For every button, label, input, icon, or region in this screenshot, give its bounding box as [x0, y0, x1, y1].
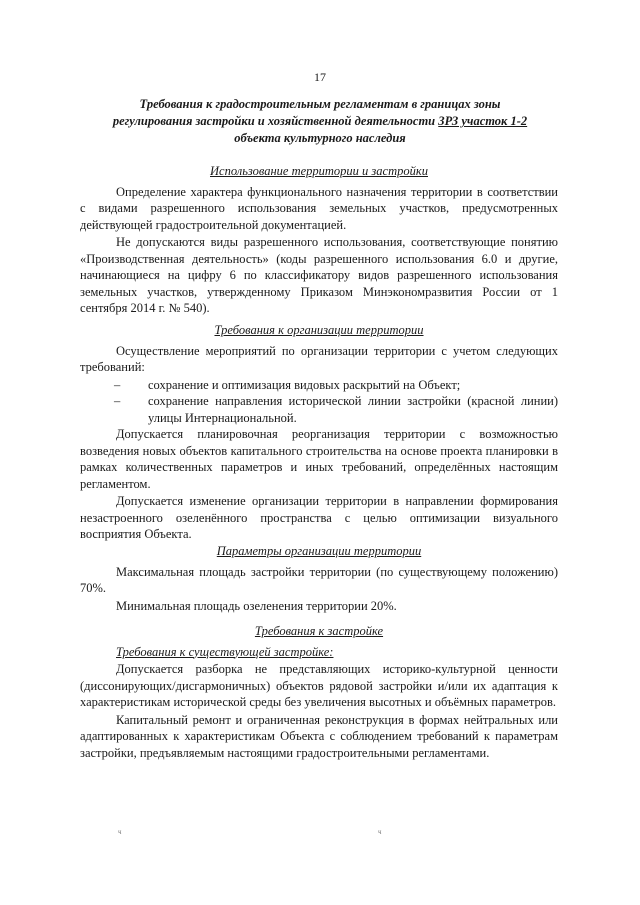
parameters-paragraph-2: Минимальная площадь озеленения территории 20%. — [116, 598, 397, 613]
subheading-existing-building: Требования к существующей застройке: — [116, 644, 334, 659]
section-usage — [80, 163, 558, 318]
bullet-text: сохранение и оптимизация видовых раскрытий на Объект; — [148, 377, 461, 392]
bullet-text: сохранение направления исторической линии застройки (красной линии) улицы Интернациональной. — [148, 394, 558, 425]
zone-code: ЗРЗ участок 1-2 — [438, 114, 528, 128]
title-line-2: регулирования застройки и хозяйственной деятельности ЗРЗ участок 1-2 — [112, 114, 528, 128]
building-paragraph-2: Капитальный ремонт и ограниченная реконструкция в формах нейтральных или адаптированных к характеристикам Объекта с соблюдением требований к параметрам застройки, предъявляемым настоящими градостроительными регламентами. — [80, 712, 558, 760]
document-title — [100, 96, 540, 147]
organization-paragraph-2: Допускается планировочная реорганизация территории с возможностью возведения новых объектов капитального строительства на основе проекта планировки в рамках количественных параметров и иных требований, определённых настоящим регламентом. — [80, 427, 558, 491]
section-organization — [80, 322, 558, 544]
section-heading-building: Требования к застройке — [254, 624, 384, 638]
title-line-1: Требования к градостроительным регламентам в границах зоны — [139, 97, 501, 111]
organization-paragraph-1: Осуществление мероприятий по организации территории с учетом следующих требований: — [80, 343, 558, 374]
usage-paragraph-1: Определение характера функционального назначения территории в соответствии с видами разрешенного использования земельных участков, предусмотренных действующей градостроительной документацией. — [80, 184, 558, 232]
section-heading-organization: Требования к организации территории — [214, 323, 424, 337]
section-heading-parameters: Параметры организации территории — [216, 544, 422, 558]
section-building — [80, 623, 558, 762]
usage-paragraph-2: Не допускаются виды разрешенного использования, соответствующие понятию «Производственная деятельность» (коды разрешенного использования 6.0 и другие, начинающиеся на цифру 6 по классификатору видов разрешенного использования земельных участков, утвержденному Приказом Минэкономразвития России от 1 сентября 2014 г. № 540). — [80, 235, 558, 315]
bullet-dash: – — [114, 377, 121, 392]
parameters-paragraph-1: Максимальная площадь застройки территории (по существующему положению) 70%. — [80, 564, 558, 595]
section-heading-usage: Использование территории и застройки — [210, 164, 428, 178]
title-line-3: объекта культурного наследия — [234, 131, 406, 145]
bullet-item — [80, 377, 558, 394]
scan-mark-right: ч — [378, 828, 382, 836]
bullet-dash: – — [114, 394, 121, 408]
scan-mark-left: ч — [118, 828, 122, 836]
section-parameters — [80, 543, 558, 615]
bullet-item — [80, 393, 558, 426]
page-number: 17 — [314, 70, 326, 84]
organization-paragraph-3: Допускается изменение организации территории в направлении формирования незастроенного озеленённого пространства с целью оптимизации визуального восприятия Объекта. — [80, 494, 558, 541]
building-paragraph-1: Допускается разборка не представляющих историко-культурной ценности (диссонирующих/дисгармоничных) объектов рядовой застройки и/или их адаптация к характеристикам исторической среды без увеличения высотных и объёмных параметров. — [80, 662, 558, 709]
